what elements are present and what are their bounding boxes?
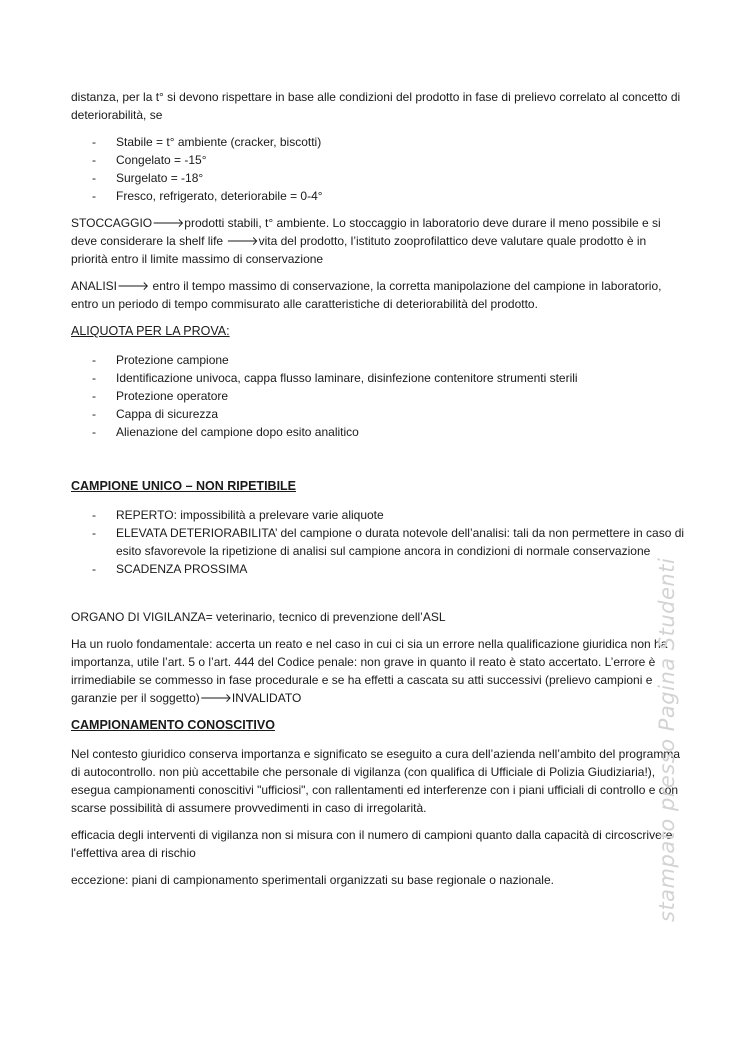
list-item: - Congelato = -15° xyxy=(71,151,686,169)
conoscitivo-heading: CAMPIONAMENTO CONOSCITIVO xyxy=(71,718,275,732)
intro-paragraph: distanza, per la t° si devono rispettare in base alle condizioni del prodotto in fase di prelievo correlato al concetto di deteriorabilità, se xyxy=(71,90,681,122)
conoscitivo-paragraph: Nel contesto giuridico conserva importanza e significato se eseguito a cura dell’azienda nell’ambito del programma di autocontrollo. non più accettabile che personale di vigilanza (con qualifica di Ufficiale di Polizia Giudiziaria!), esegua campionamenti conoscitivi "ufficiosi", con rallentamenti ed interferenze con i piani ufficiali di controllo e con scarse possibilità di assumere provvedimenti in caso di irregolarità. xyxy=(71,747,680,815)
list-item: - Surgelato = -18° xyxy=(71,169,686,187)
list-item: - Protezione operatore xyxy=(71,387,686,405)
conservation-list xyxy=(71,133,686,205)
list-item: - Alienazione del campione dopo esito analitico xyxy=(71,423,686,441)
organo-paragraph: Ha un ruolo fondamentale: accerta un reato e nel caso in cui ci sia un errore nella qualificazione giuridica non ha importanza, utile l’art. 5 o l’art. 444 del Codice penale: non grave in quanto il reato è stato accertato. L’errore è irrimediabile se commesso in fase procedurale e se ha effetti a cascata su atti successivi (prelievo campioni e garanzie per il soggetto)🡒INVALIDATO xyxy=(71,637,668,705)
conoscitivo-paragraph: eccezione: piani di campionamento sperimentali organizzati su base regionale o nazionale. xyxy=(71,873,554,887)
list-item: - ELEVATA DETERIORABILITA’ del campione o durata notevole dell’analisi: tali da non permettere in caso di esito sfavorevole la ripetizione di analisi sul campione ancora in condizioni di normale conservazione xyxy=(71,524,686,560)
list-item: - Fresco, refrigerato, deteriorabile = 0-4° xyxy=(71,187,686,205)
list-item: - SCADENZA PROSSIMA xyxy=(71,560,686,578)
list-item: - Cappa di sicurezza xyxy=(71,405,686,423)
spacer xyxy=(71,450,686,477)
organo-line: ORGANO DI VIGILANZA= veterinario, tecnico di prevenzione dell’ASL xyxy=(71,610,446,624)
aliquota-list xyxy=(71,351,686,441)
campione-unico-list xyxy=(71,506,686,578)
list-item: - Identificazione univoca, cappa flusso laminare, disinfezione contenitore strumenti sterili xyxy=(71,369,686,387)
watermark: stampato presso Pagina Studenti xyxy=(655,557,679,922)
analisi-paragraph: ANALISI🡒 entro il tempo massimo di conservazione, la corretta manipolazione del campione in laboratorio, entro un periodo di tempo commisurato alle caratteristiche di deteriorabilità del prodotto. xyxy=(71,279,662,311)
spacer xyxy=(71,587,686,608)
aliquota-heading: ALIQUOTA PER LA PROVA: xyxy=(71,324,230,338)
conoscitivo-paragraph: efficacia degli interventi di vigilanza non si misura con il numero di campioni quanto dalla capacità di circoscrivere l'effettiva area di rischio xyxy=(71,828,673,860)
stoccaggio-paragraph: STOCCAGGIO🡒prodotti stabili, t° ambiente. Lo stoccaggio in laboratorio deve durare il meno possibile e si deve considerare la shelf life 🡒vita del prodotto, l’istituto zooprofilattico deve valutare quale prodotto è in priorità entro il limite massimo di conservazione xyxy=(71,216,661,266)
list-item: - Protezione campione xyxy=(71,351,686,369)
document-page xyxy=(71,88,686,898)
list-item: - Stabile = t° ambiente (cracker, biscotti) xyxy=(71,133,686,151)
campione-unico-heading: CAMPIONE UNICO – NON RIPETIBILE xyxy=(71,479,297,493)
list-item: - REPERTO: impossibilità a prelevare varie aliquote xyxy=(71,506,686,524)
